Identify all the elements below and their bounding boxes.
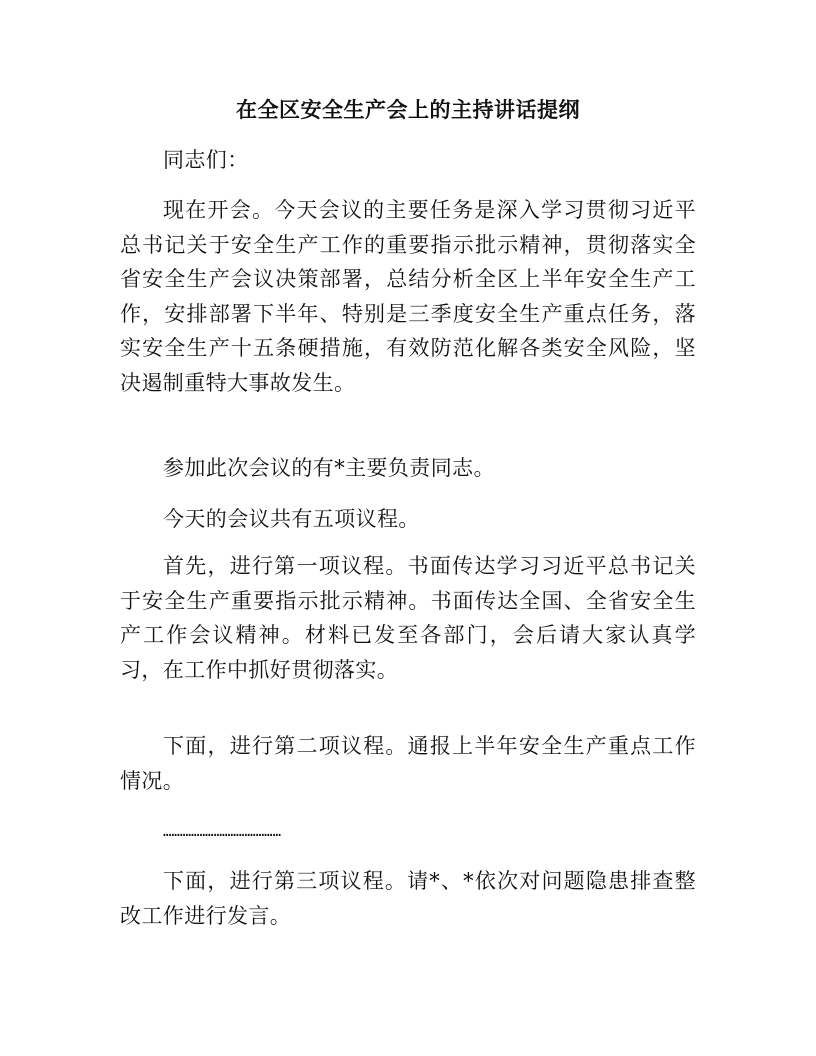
document-title: 在全区安全生产会上的主持讲话提纲	[236, 97, 580, 122]
ellipsis-separator: ……………………………………	[163, 824, 282, 840]
agenda-item-1-paragraph: 首先，进行第一项议程。书面传达学习习近平总书记关于安全生产重要指示批示精神。书面传达全国、全省安全生产工作会议精神。材料已发至各部门，会后请大家认真学习，在工作中抓好贯彻落实。	[120, 554, 696, 682]
agenda-count-paragraph: 今天的会议共有五项议程。	[163, 507, 420, 531]
agenda-item-2-paragraph: 下面，进行第二项议程。通报上半年安全生产重点工作情况。	[120, 734, 696, 793]
attendees-paragraph: 参加此次会议的有*主要负责同志。	[163, 456, 495, 480]
opening-paragraph: 现在开会。今天会议的主要任务是深入学习贯彻习近平总书记关于安全生产工作的重要指示批示精神，贯彻落实全省安全生产会议决策部署，总结分析全区上半年安全生产工作，安排部署下半年、特别是三季度安全生产重点任务，落实安全生产十五条硬措施，有效防范化解各类安全风险，坚决遏制重特大事故发生。	[120, 198, 696, 395]
agenda-item-3-paragraph: 下面，进行第三项议程。请*、*依次对问题隐患排查整改工作进行发言。	[120, 869, 696, 928]
greeting-paragraph: 同志们：	[163, 148, 249, 172]
